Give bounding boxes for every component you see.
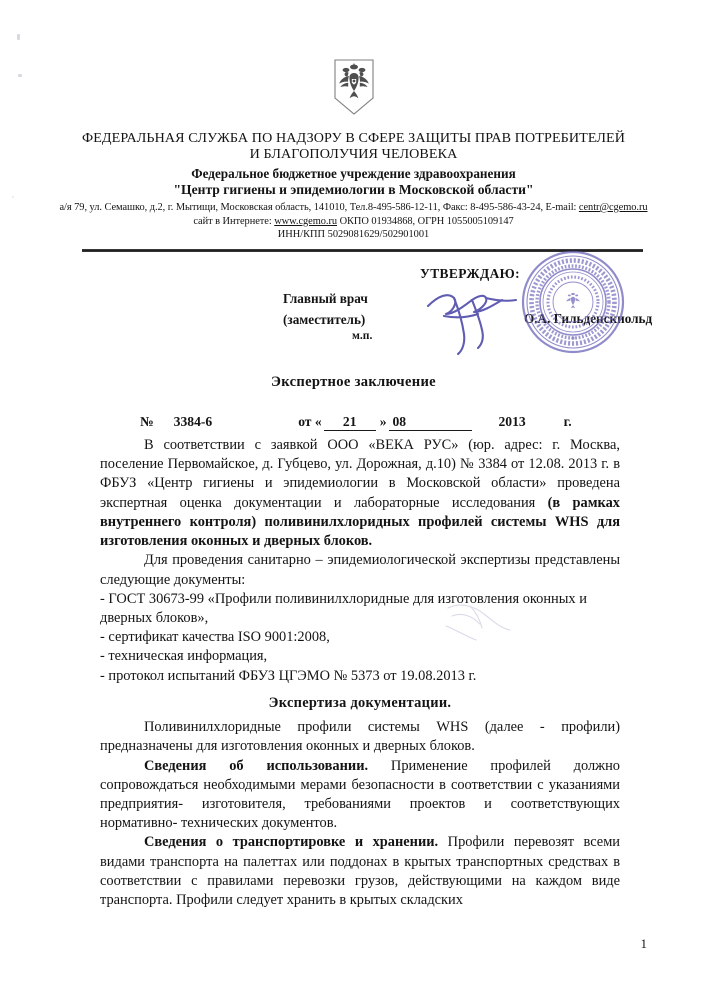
agency-name-line1: ФЕДЕРАЛЬНАЯ СЛУЖБА ПО НАДЗОРУ В СФЕРЕ ЗАЩИТЫ ПРАВ ПОТРЕБИТЕЛЕЙ — [81, 130, 626, 146]
section-heading-expertise: Экспертиза документации. — [268, 694, 452, 711]
paragraph-application-text: В соответствии с заявкой ООО «ВЕКА РУС» (юр. адрес: г. Москва, поселение Первомайское, д. Губцево, ул. Дорожная, д.10) № 3384 от 12.08. 2013 г. в ФБУЗ «Центр гигиены и эпидемиологии в Московской области» проведена экспертная оценка документации и лабораторные исследования — [100, 437, 620, 511]
header-divider-rule — [82, 249, 643, 252]
paragraph-submitted-intro: Для проведения санитарно – эпидемиологической экспертизы представлены следующие документы: — [100, 552, 620, 588]
document-list-item: - сертификат качества ISO 9001:2008, — [100, 629, 330, 646]
signer-position-line1: Главный врач — [283, 291, 368, 306]
paragraph-transport-storage — [100, 833, 620, 910]
usage-info-text: Применение профилей должно сопровождаться необходимыми мерами безопасности в соответствии с указаниями предприятия- изготовителя, требованиями проектов и соответствующих нормативно- технических документов. — [100, 757, 620, 832]
paragraph-application — [100, 436, 620, 551]
date-year: 2013 — [498, 414, 526, 429]
document-number: 3384-6 — [173, 414, 213, 429]
signer-position-line2: (заместитель) — [283, 312, 366, 328]
address-part3: ОКПО 01934868, ОГРН 1055005109147 — [337, 215, 514, 227]
signer-name: О.А. Гильденскиольд — [524, 311, 653, 326]
organization-name: "Центр гигиены и эпидемиологии в Московской области" — [173, 182, 534, 197]
address-part2: сайт в Интернете: — [193, 215, 275, 227]
document-body — [100, 436, 620, 910]
scan-artifact-speck — [12, 196, 14, 198]
email-link[interactable]: centr@cgemo.ru — [578, 201, 648, 213]
paragraph-usage-info — [100, 757, 620, 834]
organization-type: Федеральное бюджетное учреждение здравоохранения — [191, 165, 516, 181]
emblem-container — [0, 58, 707, 116]
paragraph-profile-purpose: Поливинилхлоридные профили системы WHS (далее - профили) предназначены для изготовления оконных и дверных блоков. — [100, 719, 620, 755]
document-number-line — [140, 414, 645, 431]
address-part1: а/я 79, ул. Семашко, д.2, г. Мытищи, Московская область, 141010, Тел.8-495-586-12-11, Факс: 8-495-586-43-24, E-mail: — [59, 201, 579, 213]
date-year-suffix: г. — [563, 414, 572, 429]
approval-label: УТВЕРЖДАЮ: — [420, 266, 520, 281]
date-month-field[interactable]: 08 — [389, 414, 472, 431]
number-symbol: № — [140, 414, 154, 429]
paragraph-application-bold: (в рамках внутреннего контроля) поливинилхлоридных профилей системы WHS для изготовления оконных и дверных блоков. — [100, 494, 620, 550]
date-from-label: от « — [298, 414, 322, 429]
document-list-item: - ГОСТ 30673-99 «Профили поливинилхлоридные для изготовления оконных и дверных блоков», — [100, 590, 587, 626]
website-link[interactable]: www.cgemo.ru — [274, 215, 338, 227]
date-quote-close: » — [379, 414, 387, 429]
date-day-field[interactable]: 21 — [324, 414, 376, 431]
inn-kpp-line: ИНН/КПП 5029081629/502901001 — [277, 229, 430, 241]
usage-info-heading: Сведения об использовании. — [144, 757, 369, 774]
letterhead — [58, 130, 649, 242]
transport-storage-heading: Сведения о транспортировке и хранении. — [144, 834, 439, 851]
page-number: 1 — [640, 936, 647, 951]
seal-place-marker: м.п. — [352, 329, 373, 342]
organization-address — [58, 201, 649, 228]
document-list-item: - протокол испытаний ФБУЗ ЦГЭМО № 5373 от 19.08.2013 г. — [100, 667, 477, 684]
russian-coat-of-arms-icon — [331, 58, 377, 116]
signer-position — [283, 288, 368, 331]
document-title: Экспертное заключение — [271, 374, 436, 390]
round-official-stamp-icon — [496, 246, 653, 358]
agency-name-line2: И БЛАГОПОЛУЧИЯ ЧЕЛОВЕКА — [249, 146, 458, 163]
transport-storage-text: Профили перевозят всеми видами транспорта на палеттах или поддонах в крытых транспортных средствах в соответствии с правилами перевозки грузов, действующими на каждом виде транспорта. Профили следует хранить в крытых складских — [100, 834, 620, 909]
document-list-item: - техническая информация, — [100, 648, 268, 665]
scan-artifact-speck — [17, 34, 20, 40]
